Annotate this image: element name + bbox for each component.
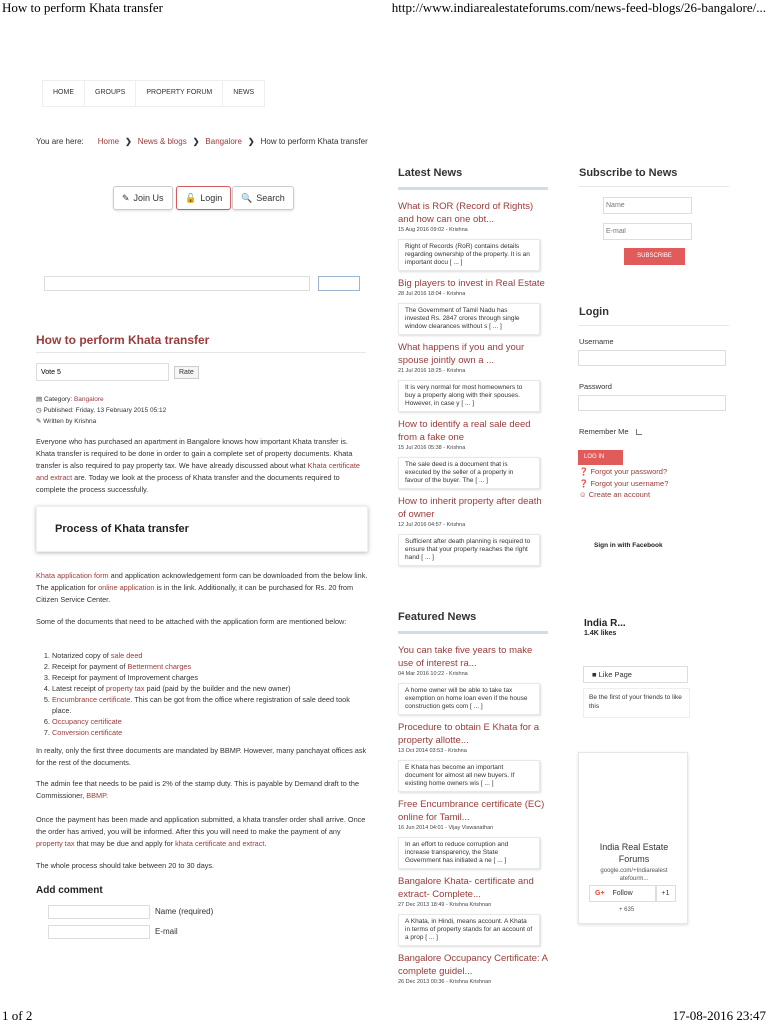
news-snippet: E Khata has become an important document for almost all new buyers. If existing home owners wis [ ... ] xyxy=(398,760,540,792)
process-heading: Process of Khata transfer xyxy=(55,523,189,535)
featured-news-heading: Featured News xyxy=(398,611,477,623)
gplus-plus-one-button[interactable]: +1 xyxy=(655,885,676,902)
news-meta: 04 Mar 2016 10:22 - Krishna xyxy=(398,671,468,677)
list-item xyxy=(398,200,548,271)
fb-page-name[interactable]: India R... xyxy=(584,618,626,629)
news-meta: 28 Jul 2016 18:04 - Krishna xyxy=(398,291,466,297)
category-link[interactable]: Bangalore xyxy=(73,396,104,403)
facebook-signin-button[interactable]: Sign in with Facebook xyxy=(594,542,663,549)
news-link[interactable]: Bangalore Khata- certificate and extract- Complete... xyxy=(398,876,534,900)
latest-news-divider xyxy=(398,187,548,190)
list-item xyxy=(398,495,548,566)
article-meta xyxy=(36,394,166,427)
breadcrumb-current: How to perform Khata transfer xyxy=(260,137,368,146)
featured-news-section xyxy=(398,611,548,985)
folder-icon: ▤ xyxy=(36,396,43,403)
article-title: How to perform Khata transfer xyxy=(36,333,210,347)
remember-me-label: Remember Me xyxy=(579,427,629,436)
news-meta: 15 Jul 2016 05:38 - Krishna xyxy=(398,445,466,451)
news-link[interactable]: Procedure to obtain E Khata for a property allotte... xyxy=(398,722,540,746)
google-plus-icon: G+ xyxy=(595,890,605,897)
search-input[interactable] xyxy=(44,276,310,291)
news-link[interactable]: Free Encumbrance certificate (EC) online for Tamil... xyxy=(398,799,545,823)
subscribe-heading: Subscribe to News xyxy=(579,167,678,179)
gplus-url: google.com/+Indiarealest atefourm... xyxy=(600,868,668,882)
login-label: Login xyxy=(200,193,223,203)
p1-text-end: are. Today we look at the process of Khata transfer and the documents required to complete the process successfully. xyxy=(36,473,340,494)
pencil-icon: ✎ xyxy=(122,192,130,203)
vote-select[interactable] xyxy=(36,363,169,381)
property-tax-link[interactable]: property tax xyxy=(105,684,145,693)
khata-certificate-extract-link[interactable]: khata certificate and extract xyxy=(175,839,265,848)
nav-news[interactable]: NEWS xyxy=(233,89,255,96)
breadcrumb-home[interactable]: Home xyxy=(97,137,120,146)
sale-deed-link[interactable]: sale deed xyxy=(110,651,143,660)
list-item xyxy=(398,644,548,715)
published-date: Published: Friday, 13 February 2015 05:12 xyxy=(43,407,167,414)
khata-application-form-link[interactable]: Khata application form xyxy=(36,571,109,580)
forgot-username-link[interactable]: Forgot your username? xyxy=(590,478,669,488)
create-account-link[interactable]: Create an account xyxy=(588,490,651,499)
subscribe-email-field[interactable] xyxy=(603,223,692,240)
category-label: Category: xyxy=(43,396,73,403)
news-link[interactable]: What happens if you and your spouse jointly own a ... xyxy=(398,342,525,366)
list-item xyxy=(398,798,548,869)
news-snippet: It is very normal for most homeowners to buy a property along with their spouses. However, in case y [ ... ] xyxy=(398,380,540,412)
list-item xyxy=(398,721,548,792)
comment-email-label: E-mail xyxy=(155,927,178,936)
add-comment-heading: Add comment xyxy=(36,885,103,896)
pencil-icon: ✎ xyxy=(36,418,42,425)
nav-property-forum[interactable]: PROPERTY FORUM xyxy=(136,81,223,106)
breadcrumb-news-blogs[interactable]: News & blogs xyxy=(137,137,187,146)
search-label: Search xyxy=(256,193,285,203)
gplus-follow-button[interactable] xyxy=(589,885,657,902)
list-item: 1. Notarized copy of sale deed xyxy=(52,650,366,661)
fb-like-page-button[interactable] xyxy=(583,666,688,683)
news-snippet: In an effort to reduce corruption and increase transparency, the State Government has initiated a ne [ ... ] xyxy=(398,837,540,869)
nav-home[interactable]: HOME xyxy=(43,81,85,106)
breadcrumb-bangalore[interactable]: Bangalore xyxy=(205,137,242,146)
rate-button[interactable]: Rate xyxy=(174,366,199,379)
article-paragraph-7: The whole process should take between 20 to 30 days. xyxy=(36,861,215,870)
article-paragraph-3: Some of the documents that need to be attached with the application form are mentioned below: xyxy=(36,617,347,626)
list-item xyxy=(398,341,548,412)
conversion-certificate-link[interactable]: Conversion certificate xyxy=(52,728,123,737)
news-link[interactable]: What is ROR (Record of Rights) and how can one obt... xyxy=(398,201,534,225)
list-item: 2. Receipt for payment of Betterment charges xyxy=(52,661,366,672)
news-snippet: A Khata, in Hindi, means account. A Khata in terms of property stands for an account of a prop [ ... ] xyxy=(398,914,540,946)
main-nav xyxy=(42,80,265,107)
news-snippet: The Government of Tamil Nadu has invested Rs. 2847 crores through single window clearances without s [ ... ] xyxy=(398,303,540,335)
print-page-number: 1 of 2 xyxy=(2,1008,33,1023)
latest-news-heading: Latest News xyxy=(398,167,463,179)
list-item: 4. Latest receipt of property tax paid (paid by the builder and the new owner) xyxy=(52,683,366,694)
p2-text-end: is in the link. Additionally, it can be purchased for Rs. 20 from Citizen Service Center. xyxy=(36,583,354,604)
news-snippet: The sale deed is a document that is executed by the seller of a property in favour of the buyer. The [ ... ] xyxy=(398,457,540,489)
news-meta: 27 Dec 2013 18:49 - Krishna Krishnan xyxy=(398,902,492,908)
encumbrance-certificate-link[interactable]: Encumbrance certificate xyxy=(52,695,131,704)
breadcrumb xyxy=(36,137,368,146)
news-meta: 12 Jul 2016 04:57 - Krishna xyxy=(398,522,466,528)
featured-news-divider xyxy=(398,631,548,634)
gplus-follower-count: + 635 xyxy=(619,907,635,913)
chevron-right-icon: ❯ xyxy=(192,137,200,146)
news-link[interactable]: How to identify a real sale deed from a fake one xyxy=(398,419,531,443)
print-url: http://www.indiarealestateforums.com/news-feed-blogs/26-bangalore/... xyxy=(391,0,766,15)
news-meta: 26 Dec 2013 00:36 - Krishna Krishnan xyxy=(398,979,492,985)
list-item: 3. Receipt for payment of Improvement charges xyxy=(52,672,366,683)
news-link[interactable]: How to inherit property after death of owner xyxy=(398,496,542,520)
list-item xyxy=(52,727,366,738)
article-paragraph-2 xyxy=(36,570,368,606)
login-button[interactable] xyxy=(176,186,231,210)
fb-likes-count: 1.4K likes xyxy=(584,630,617,637)
search-submit-field[interactable] xyxy=(318,276,360,291)
news-meta: 13 Oct 2014 03:53 - Krishna xyxy=(398,748,467,754)
password-field[interactable] xyxy=(578,395,726,411)
print-datetime: 17-08-2016 23:47 xyxy=(672,1008,766,1023)
gplus-widget xyxy=(578,752,688,924)
gplus-page-name[interactable]: India Real Estate Forums xyxy=(599,842,669,864)
chevron-right-icon: ❯ xyxy=(247,137,255,146)
comment-name-label: Name (required) xyxy=(155,907,214,916)
facebook-like-icon: ■ xyxy=(592,670,597,679)
username-field[interactable] xyxy=(578,350,726,366)
article-paragraph-6: Once the payment has been made and application submitted, a khata transfer order shall arrive. Once the order has arrived, you will be informed. After this you will need to make the payment of any property tax that may be due and apply for khata certificate and extract. xyxy=(36,815,366,848)
news-link[interactable]: Big players to invest in Real Estate xyxy=(398,278,545,289)
subscribe-name-field[interactable] xyxy=(603,197,692,214)
help-icon: ❓ xyxy=(579,478,589,488)
news-snippet: A home owner will be able to take tax exemption on home loan even if the house construction gets com [ ... ] xyxy=(398,683,540,715)
list-item xyxy=(398,418,548,489)
join-us-label: Join Us xyxy=(133,193,164,203)
forgot-password-link[interactable]: Forgot your password? xyxy=(590,467,668,476)
khata-certificate-link[interactable]: Khata certificate and extract xyxy=(36,461,360,482)
fb-like-label: Like Page xyxy=(598,670,632,679)
news-link[interactable]: Bangalore Occupancy Certificate: A complete guidel... xyxy=(398,953,548,977)
article-paragraph-5: The admin fee that needs to be paid is 2% of the stamp duty. This is payable by Demand draft to the Commissioner, BBMP. xyxy=(36,779,360,800)
search-icon: 🔍 xyxy=(241,192,253,203)
remember-me-checkbox[interactable] xyxy=(636,429,642,435)
p2-text: and application acknowledgement form can be downloaded from the below link. The application for xyxy=(36,571,368,592)
gplus-follow-label: Follow xyxy=(612,890,633,897)
news-link[interactable]: You can take five years to make use of interest ra... xyxy=(398,645,533,669)
news-snippet: Right of Records (RoR) contains details regarding ownership of the property. It is an important docu [ ... ] xyxy=(398,239,540,271)
documents-list xyxy=(36,650,366,738)
title-divider xyxy=(36,352,366,353)
comment-email-field[interactable] xyxy=(48,925,150,939)
join-us-button[interactable] xyxy=(113,186,173,210)
author: Written by Krishna xyxy=(43,418,97,425)
breadcrumb-prefix: You are here: xyxy=(36,137,84,146)
help-icon: ❓ xyxy=(579,467,589,476)
login-submit-button[interactable]: LOG IN xyxy=(578,450,623,465)
login-divider xyxy=(579,325,729,326)
print-title: How to perform Khata transfer xyxy=(2,0,163,15)
latest-news-section xyxy=(398,167,548,572)
nav-groups[interactable]: GROUPS xyxy=(85,81,136,106)
chevron-right-icon: ❯ xyxy=(125,137,132,146)
subscribe-button[interactable]: SUBSCRIBE xyxy=(624,248,685,265)
article-paragraph-4: In realty, only the first three documents are mandated by BBMP. However, many panchayat offices ask for the rest of the documents. xyxy=(36,746,367,767)
login-links xyxy=(579,466,668,501)
fb-friends-box: Be the first of your friends to like this xyxy=(583,688,690,718)
subscribe-divider xyxy=(579,186,729,187)
search-button[interactable] xyxy=(232,186,294,210)
list-item: 5. Encumbrance certificate. This can be got from the office where registration of sale deed took place. xyxy=(52,694,366,716)
betterment-charges-link[interactable]: Betterment charges xyxy=(127,662,192,671)
clock-icon: ◷ xyxy=(36,407,42,414)
comment-name-field[interactable] xyxy=(48,905,150,919)
user-icon: ☺ xyxy=(579,490,587,499)
property-tax-link-2[interactable]: property tax xyxy=(36,839,75,848)
list-item xyxy=(398,875,548,946)
news-snippet: Sufficient after death planning is required to ensure that your property reaches the right hand [ ... ] xyxy=(398,534,540,566)
bbmp-link[interactable]: BBMP xyxy=(86,791,107,800)
unlock-icon: 🔓 xyxy=(185,192,197,203)
process-heading-box xyxy=(36,506,368,552)
news-meta: 15 Aug 2016 09:02 - Krishna xyxy=(398,227,468,233)
login-heading: Login xyxy=(579,306,609,318)
news-meta: 16 Jun 2014 04:01 - Vijay Viswanathan xyxy=(398,825,494,831)
list-item xyxy=(398,952,548,985)
list-item xyxy=(52,716,366,727)
password-label: Password xyxy=(579,382,612,391)
news-meta: 21 Jul 2016 18:25 - Krishna xyxy=(398,368,466,374)
username-label: Username xyxy=(579,337,614,346)
occupancy-certificate-link[interactable]: Occupancy certificate xyxy=(52,717,122,726)
p1-text: Everyone who has purchased an apartment in Bangalore knows how important Khata transfer is. Khata transfer is required to be done in order to gain a complete set of property documents. Khata transfer is also required to pay property tax. We have already discussed about what xyxy=(36,437,353,470)
list-item xyxy=(398,277,548,335)
online-application-link[interactable]: online application xyxy=(98,583,155,592)
article-paragraph-1 xyxy=(36,436,368,496)
